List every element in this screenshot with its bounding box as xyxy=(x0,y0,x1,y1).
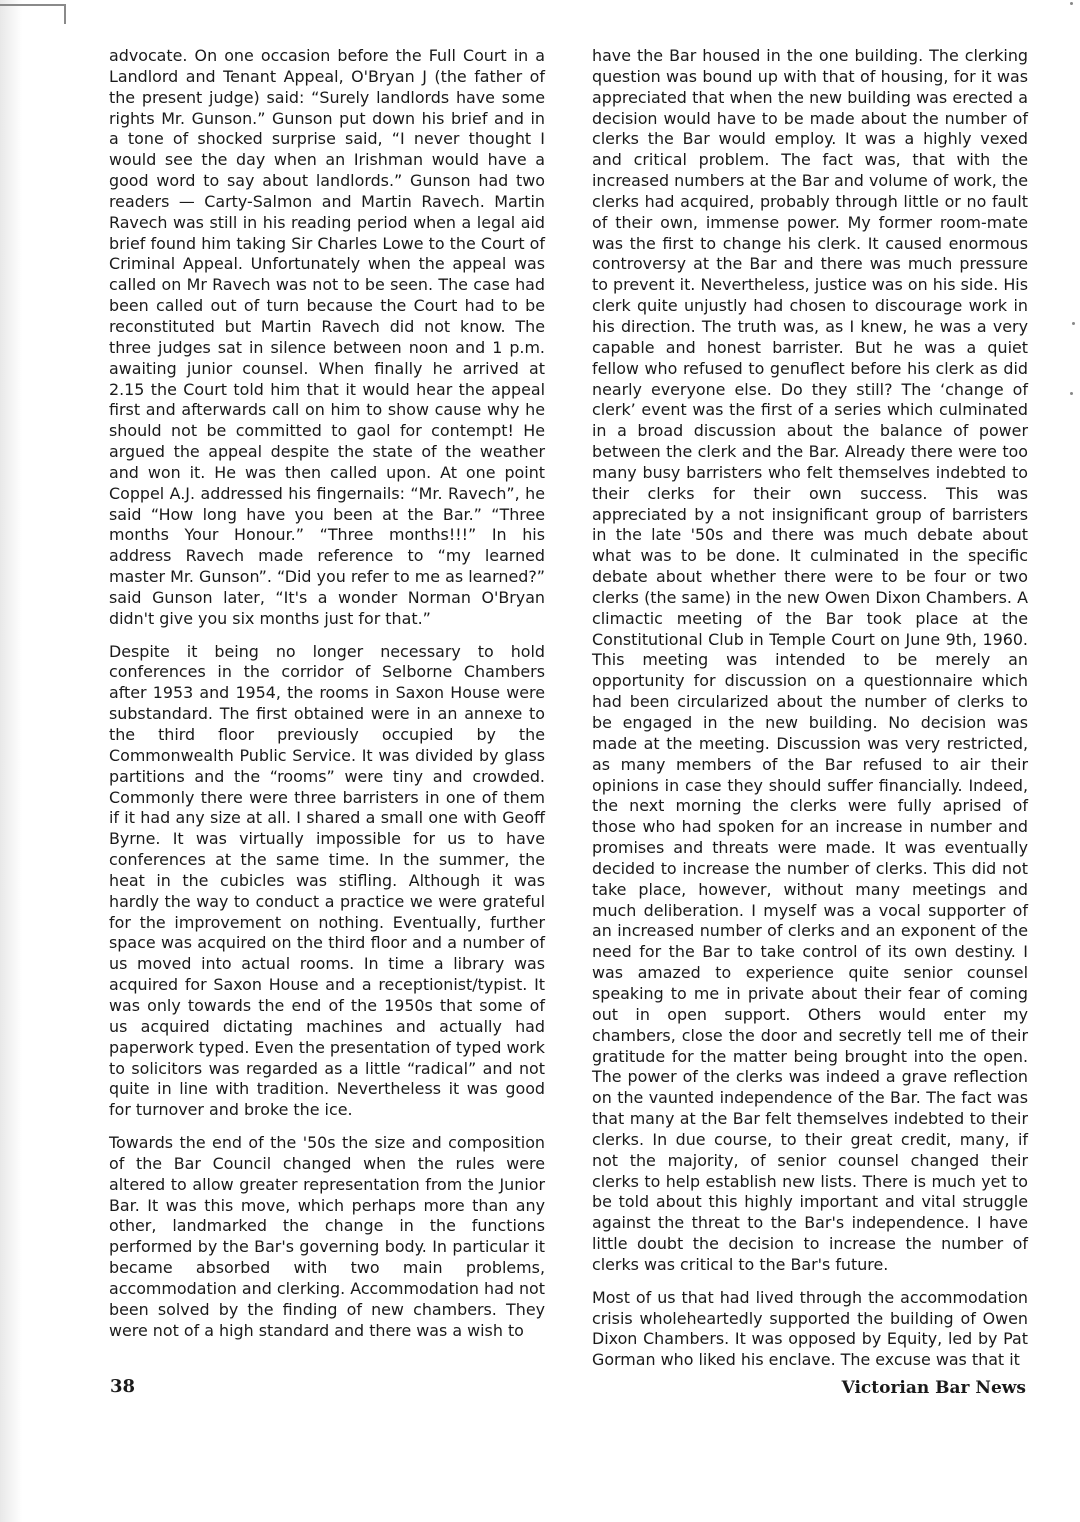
page-number: 38 xyxy=(110,1376,136,1397)
scan-speck xyxy=(1070,392,1073,395)
right-column xyxy=(592,46,1028,1383)
publication-name: Victorian Bar News xyxy=(841,1378,1026,1398)
paragraph: have the Bar housed in the one building. The clerking question was bound up with that of housing, for it was appreciated that when the new building was erected a decision would have to be made about the number of clerks the Bar would employ. It was a highly vexed and critical problem. The fact was, that with the increased numbers at the Bar and volume of work, the clerks had acquired, probably through little or no fault of their own, immense power. My former room-mate was the first to change his clerk. It caused enormous controversy at the Bar and there was much pressure to prevent it. Nevertheless, justice was on his side. His clerk quite unjustly had chosen to discourage work in his direction. The truth was, as I knew, he was a very capable and honest barrister. But he was a quiet fellow who refused to genuflect before his clerk as did nearly everyone else. Do they still? The ‘change of clerk’ event was the first of a series which culminated in a broad discussion about the balance of power between the clerk and the Bar. Already there were too many busy barristers who felt themselves indebted to their clerks for their own success. This was appreciated by a not insignificant group of barristers in the late '50s and there was much debate about what was to be done. It culminated in the specific debate about whether there were to be four or two clerks (the same) in the new Owen Dixon Chambers. A climactic meeting of the Bar took place at the Constitutional Club in Temple Court on June 9th, 1960. This meeting was intended to be merely an opportunity for discussion on a questionnaire which had been circularized about the number of clerks to be engaged in the new building. No decision was made at the meeting. Discussion was very restricted, as many members of the Bar refused to air their opinions in case they should suffer financially. Indeed, the next morning the clerks were fully aprised of those who had spoken for an increase in number and promises and threats were made. It was eventually decided to increase the number of clerks. This did not take place, however, without many meetings and much deliberation. I myself was a vocal supporter of an increased number of clerks and an exponent of the need for the Bar to take control of its own destiny. I was amazed to experience quite senior counsel speaking to me in private about their fear of coming out in open support. Others would enter my chambers, close the door and secretly tell me of their gratitude for the matter being brought into the open. The power of the clerks was indeed a grave reflection on the vaunted independence of the Bar. The fact was that many at the Bar felt themselves indebted to their clerks. In due course, to their great credit, many, if not the majority, of senior counsel changed their clerks to help establish new lists. There is much yet to be told about this highly important and vital struggle against the threat to the Bar's independence. I have little doubt the decision to increase the number of clerks was critical to the Bar's future. xyxy=(592,46,1028,1274)
paragraph: Towards the end of the '50s the size and composition of the Bar Council changed when the rules were altered to allow greater representation from the Junior Bar. It was this move, which perhaps more than any other, landmarked the change in the functions performed by the Bar's governing body. In particular it became absorbed with two main problems, accommodation and clerking. Accommodation had not been solved by the finding of new chambers. They were not of a high standard and there was a wish to xyxy=(109,1133,545,1340)
left-column xyxy=(109,46,545,1353)
crop-mark xyxy=(0,4,66,24)
scan-speck xyxy=(1072,322,1075,325)
paragraph: Most of us that had lived through the accommodation crisis wholeheartedly supported the building of Owen Dixon Chambers. It was opposed by Equity, led by Pat Gorman who liked his enclave. The excuse was that it xyxy=(592,1287,1028,1370)
paragraph: advocate. On one occasion before the Full Court in a Landlord and Tenant Appeal, O'Bryan J (the father of the present judge) said: “Surely landlords have some rights Mr. Gunson.” Gunson put down his brief and in a tone of shocked surprise said, “I never thought I would see the day when an Irishman would have a good word to say about landlords.” Gunson had two readers — Carty-Salmon and Martin Ravech. Martin Ravech was still in his reading period when a legal aid brief found him taking Sir Charles Lowe to the Court of Criminal Appeal. Unfortunately when the appeal was called on Mr Ravech was not to be seen. The case had been called out of turn because the Court had to be reconstituted but Martin Ravech did not know. The three judges sat in silence between noon and 1 p.m. awaiting junior counsel. When finally he arrived at 2.15 the Court told him that it would hear the appeal first and afterwards call on him to show cause why he should not be committed to gaol for contempt! He argued the appeal despite the state of the weather and won it. He was then called upon. At one point Coppel A.J. addressed his fingernails: “Mr. Ravech”, he said “How long have you been at the Bar.” “Three months Your Honour.” “Three months!!!” In his address Ravech made reference to “my learned master Mr. Gunson”. “Did you refer to me as learned?” said Gunson later, “It's a wonder Norman O'Bryan didn't give you six months just for that.” xyxy=(109,46,545,628)
scan-speck xyxy=(1070,2,1073,5)
binding-gutter-shadow xyxy=(0,0,22,1522)
paragraph: Despite it being no longer necessary to hold conferences in the corridor of Selborne Chambers after 1953 and 1954, the rooms in Saxon House were substandard. The first obtained were in an annexe to the third floor previously occupied by the Commonwealth Public Service. It was divided by glass partitions and the “rooms” were tiny and crowded. Commonly there were three barristers in one of them if it had any size at all. I shared a small one with Geoff Byrne. It was virtually impossible for us to have conferences at the same time. In the summer, the heat in the cubicles was stifling. Although it was hardly the way to conduct a practice we were grateful for the improvement on nothing. Eventually, further space was acquired on the third floor and a number of us moved into actual rooms. In time a library was acquired for Saxon House and a receptionist/typist. It was only towards the end of the 1950s that some of us acquired dictating machines and actually had paperwork typed. Even the presentation of typed work to solicitors was regarded as a little “radical” and not quite in line with tradition. Nevertheless it was good for turnover and broke the ice. xyxy=(109,641,545,1120)
